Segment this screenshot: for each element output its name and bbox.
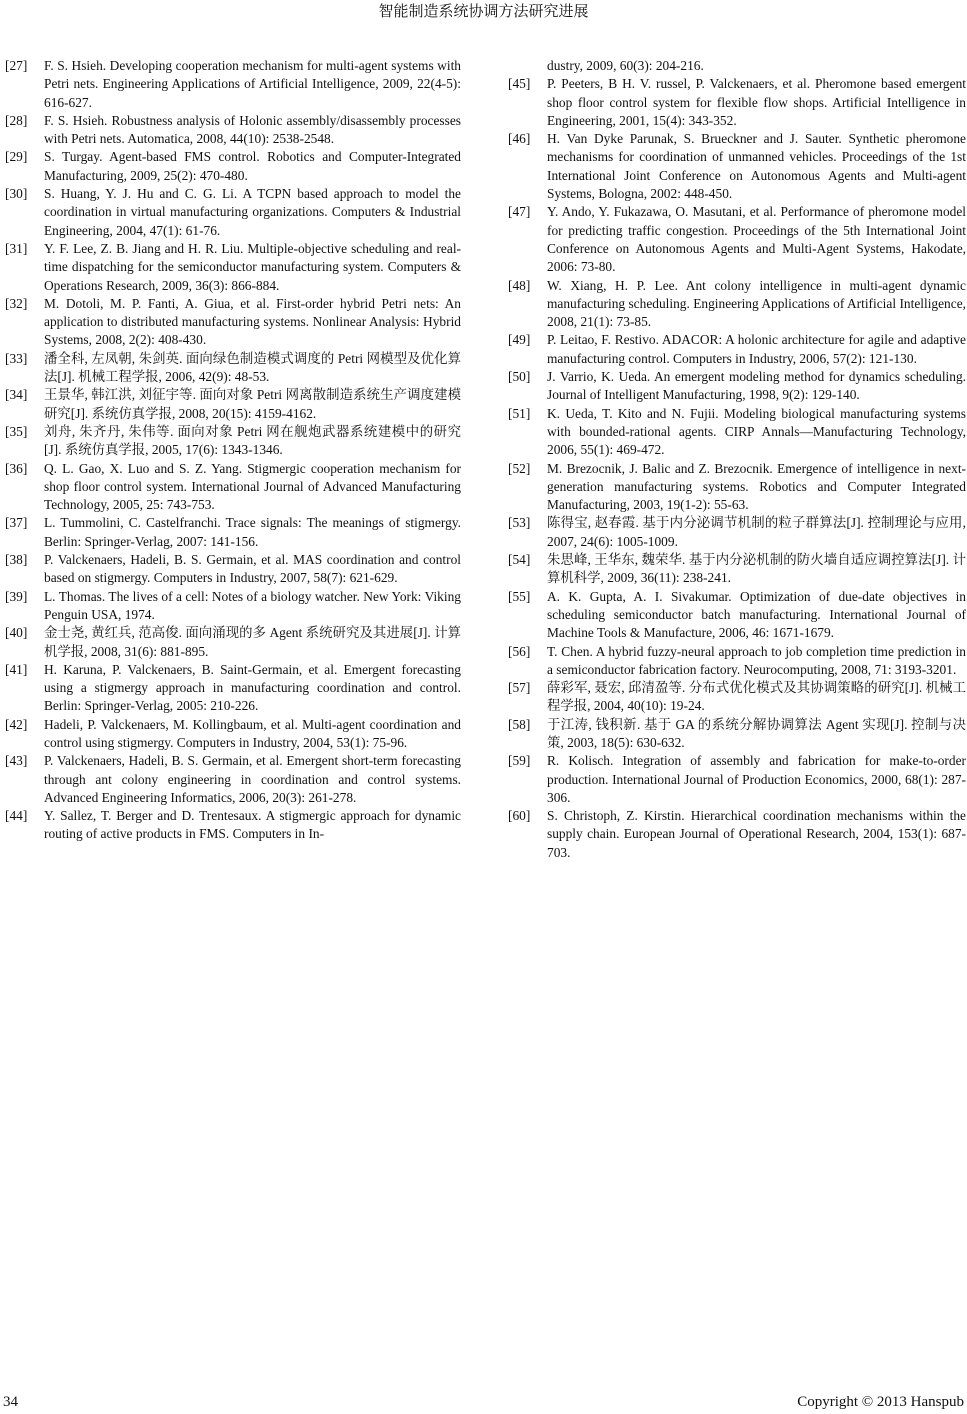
reference-text: R. Kolisch. Integration of assembly and fabrication for make-to-order production. International Journal of Production Economics, 2000, 68(1): 287-306. (547, 753, 966, 805)
reference-number: [56] (508, 643, 531, 659)
reference-number: [42] (5, 716, 28, 732)
reference-number: [49] (508, 332, 531, 348)
reference-number: [50] (508, 369, 531, 385)
reference-number: [29] (5, 149, 28, 165)
running-header: 智能制造系统协调方法研究进展 (378, 2, 589, 20)
reference-text: Hadeli, P. Valckenaers, M. Kollingbaum, et al. Multi-agent coordination and control using stigmergy. Computers in Industry, 2004, 53(1): 75-96. (44, 716, 461, 750)
reference-item (5, 295, 461, 350)
reference-text: dustry, 2009, 60(3): 204-216. (547, 58, 704, 73)
reference-number: [35] (5, 423, 28, 439)
reference-text: Q. L. Gao, X. Luo and S. Z. Yang. Stigmergic cooperation mechanism for shop floor control system. International Journal of Advanced Manufacturing Technology, 2005, 25: 743-753. (44, 460, 461, 513)
reference-number: [53] (508, 515, 531, 531)
reference-number: [43] (5, 753, 28, 769)
reference-item (508, 277, 966, 332)
reference-number: [40] (5, 625, 28, 641)
reference-text: W. Xiang, H. P. Lee. Ant colony intelligence in multi-agent dynamic manufacturing scheduling. Engineering Applications of Artificial Intelligence, 2008, 21(1): 73-85. (547, 277, 966, 330)
reference-item (5, 807, 461, 844)
reference-number: [32] (5, 295, 28, 311)
reference-text: 陈得宝, 赵春霞. 基于内分泌调节机制的粒子群算法[J]. 控制理论与应用, 2007, 24(6): 1005-1009. (547, 515, 966, 549)
reference-text: Y. Ando, Y. Fukazawa, O. Masutani, et al. Performance of pheromone model for predicting traffic congestion. Proceedings of the 5th International Joint Conference on Autonomous Agents and Multi-Agent Systems, Hakodate, 2006: 73-80. (547, 204, 966, 275)
reference-item (5, 240, 461, 295)
reference-text: A. K. Gupta, A. I. Sivakumar. Optimization of due-date objectives in scheduling semiconductor batch manufacturing. International Journal of Machine Tools & Manufacture, 2006, 46: 1671-1679. (547, 588, 966, 641)
reference-item (508, 130, 966, 203)
reference-item (5, 112, 461, 149)
reference-text: 王景华, 韩江洪, 刘征宇等. 面向对象 Petri 网离散制造系统生产调度建模研究[J]. 系统仿真学报, 2008, 20(15): 4159-4162. (44, 387, 461, 421)
reference-item (5, 514, 461, 551)
reference-text: L. Tummolini, C. Castelfranchi. Trace signals: The meanings of stigmergy. Berlin: Springer-Verlag, 2007: 141-156. (44, 515, 461, 549)
reference-number: [31] (5, 240, 28, 256)
references-right-column (508, 57, 966, 862)
reference-text: M. Brezocnik, J. Balic and Z. Brezocnik. Emergence of intelligence in next-generation manufacturing systems. Robotics and Computer Integrated Manufacturing, 2003, 19(1-2): 55-63. (547, 460, 966, 513)
reference-number: [28] (5, 112, 28, 128)
reference-item (508, 643, 966, 680)
copyright-notice: Copyright © 2013 Hanspub (797, 1394, 964, 1410)
reference-number: [38] (5, 552, 28, 568)
reference-text: Y. Sallez, T. Berger and D. Trentesaux. A stigmergic approach for dynamic routing of active products in FMS. Computers in In- (44, 808, 461, 842)
reference-item (508, 588, 966, 643)
reference-text: 朱思峰, 王华东, 魏荣华. 基于内分泌机制的防火墙自适应调控算法[J]. 计算机科学, 2009, 36(11): 238-241. (547, 552, 966, 586)
reference-item (508, 405, 966, 460)
reference-text: S. Christoph, Z. Kirstin. Hierarchical coordination mechanisms within the supply chain. European Journal of Operational Research, 2004, 153(1): 687-703. (547, 808, 966, 860)
reference-number: [52] (508, 460, 531, 476)
reference-item (5, 350, 461, 387)
reference-item (508, 551, 966, 588)
reference-item (508, 75, 966, 130)
reference-text: L. Thomas. The lives of a cell: Notes of a biology watcher. New York: Viking Penguin USA, 1974. (44, 588, 461, 622)
reference-text: P. Peeters, B H. V. russel, P. Valckenaers, et al. Pheromone based emergent shop floor control system for flexible flow shops. Artificial Intelligence in Engineering, 2001, 15(4): 343-352. (547, 76, 966, 128)
reference-number: [37] (5, 515, 28, 531)
reference-text: T. Chen. A hybrid fuzzy-neural approach to job completion time prediction in a semiconductor fabrication factory. Neurocomputing, 2008, 71: 3193-3201. (547, 643, 966, 677)
reference-item (5, 423, 461, 460)
reference-item (508, 716, 966, 753)
reference-number: [33] (5, 350, 28, 366)
reference-text: 刘舟, 朱齐丹, 朱伟等. 面向对象 Petri 网在舰炮武器系统建模中的研究[J]. 系统仿真学报, 2005, 17(6): 1343-1346. (44, 423, 461, 458)
references-left-column (5, 57, 461, 844)
reference-item (508, 57, 966, 75)
reference-text: P. Leitao, F. Restivo. ADACOR: A holonic architecture for agile and adaptive manufacturing control. Computers in Industry, 2006, 57(2): 121-130. (547, 332, 966, 366)
reference-item (5, 752, 461, 807)
reference-text: H. Van Dyke Parunak, S. Brueckner and J. Sauter. Synthetic pheromone mechanisms for coordination of unmanned vehicles. Proceedings of the 1st International Joint Conference on Autonomous Agents and Multi-agent Systems, Bologna, 2002: 448-450. (547, 131, 966, 202)
reference-item (5, 386, 461, 423)
reference-number: [48] (508, 277, 531, 293)
reference-text: F. S. Hsieh. Developing cooperation mechanism for multi-agent systems with Petri nets. Engineering Applications of Artificial Intelligence, 2009, 22(4-5): 616-627. (44, 58, 461, 110)
reference-item (5, 185, 461, 240)
reference-item (5, 716, 461, 753)
reference-text: H. Karuna, P. Valckenaers, B. Saint-Germain, et al. Emergent forecasting using a stigmergy approach in manufacturing coordination and control. Berlin: Springer-Verlag, 2005: 210-226. (44, 661, 461, 714)
reference-text: Y. F. Lee, Z. B. Jiang and H. R. Liu. Multiple-objective scheduling and real-time dispatching for the semiconductor manufacturing system. Computers & Operations Research, 2009, 36(3): 866-884. (44, 240, 461, 293)
reference-number: [47] (508, 204, 531, 220)
reference-text: P. Valckenaers, Hadeli, B. S. Germain, et al. MAS coordination and control based on stigmergy. Computers in Industry, 2007, 58(7): 621-629. (44, 552, 461, 586)
reference-item (508, 460, 966, 515)
reference-item (508, 514, 966, 551)
reference-item (5, 57, 461, 112)
reference-item (508, 807, 966, 862)
reference-item (5, 624, 461, 661)
reference-number: [30] (5, 186, 28, 202)
page-number: 34 (3, 1394, 18, 1410)
reference-number: [58] (508, 716, 531, 732)
reference-item (5, 148, 461, 185)
reference-item (508, 368, 966, 405)
reference-number: [60] (508, 808, 531, 824)
reference-item (508, 203, 966, 276)
reference-item (5, 460, 461, 515)
reference-number: [44] (5, 808, 28, 824)
reference-number: [34] (5, 387, 28, 403)
reference-text: 于江涛, 钱积新. 基于 GA 的系统分解协调算法 Agent 实现[J]. 控制与决策, 2003, 18(5): 630-632. (547, 716, 966, 750)
reference-number: [39] (5, 588, 28, 604)
reference-number: [59] (508, 753, 531, 769)
reference-number: [54] (508, 552, 531, 568)
reference-number: [55] (508, 588, 531, 604)
reference-number: [51] (508, 405, 531, 421)
reference-number (508, 57, 547, 75)
reference-number: [45] (508, 76, 531, 92)
reference-item (5, 551, 461, 588)
reference-text: 薛彩军, 聂宏, 邱清盈等. 分布式优化模式及其协调策略的研究[J]. 机械工程学报, 2004, 40(10): 19-24. (547, 680, 966, 714)
reference-number: [46] (508, 131, 531, 147)
reference-item (508, 331, 966, 368)
reference-text: 潘全科, 左凤朝, 朱剑英. 面向绿色制造模式调度的 Petri 网模型及优化算法[J]. 机械工程学报, 2006, 42(9): 48-53. (44, 350, 461, 385)
reference-item (508, 752, 966, 807)
reference-text: M. Dotoli, M. P. Fanti, A. Giua, et al. First-order hybrid Petri nets: An application to distributed manufacturing systems. Nonlinear Analysis: Hybrid Systems, 2008, 2(2): 408-430. (44, 295, 461, 348)
reference-text: P. Valckenaers, Hadeli, B. S. Germain, et al. Emergent short-term forecasting through ant colony engineering in coordination and control systems. Advanced Engineering Informatics, 2006, 20(3): 261-278. (44, 753, 461, 805)
reference-number: [36] (5, 460, 28, 476)
reference-text: J. Varrio, K. Ueda. An emergent modeling method for dynamics scheduling. Journal of Intelligent Manufacturing, 1998, 9(2): 129-140. (547, 369, 966, 403)
reference-text: S. Turgay. Agent-based FMS control. Robotics and Computer-Integrated Manufacturing, 2009, 25(2): 470-480. (44, 149, 461, 183)
reference-number: [57] (508, 680, 531, 696)
reference-text: F. S. Hsieh. Robustness analysis of Holonic assembly/disassembly processes with Petri nets. Automatica, 2008, 44(10): 2538-2548. (44, 112, 461, 147)
reference-number: [27] (5, 58, 28, 73)
reference-item (508, 679, 966, 716)
reference-item (5, 588, 461, 625)
reference-number: [41] (5, 661, 28, 677)
reference-item (5, 661, 461, 716)
reference-text: 金士尧, 黄红兵, 范高俊. 面向涌现的多 Agent 系统研究及其进展[J]. 计算机学报, 2008, 31(6): 881-895. (44, 625, 461, 659)
reference-text: S. Huang, Y. J. Hu and C. G. Li. A TCPN based approach to model the coordination in virtual manufacturing organizations. Computers & Industrial Engineering, 2004, 47(1): 61-76. (44, 186, 461, 238)
reference-text: K. Ueda, T. Kito and N. Fujii. Modeling biological manufacturing systems with bounded-rational agents. CIRP Annals—Manufacturing Technology, 2006, 55(1): 469-472. (547, 405, 966, 458)
